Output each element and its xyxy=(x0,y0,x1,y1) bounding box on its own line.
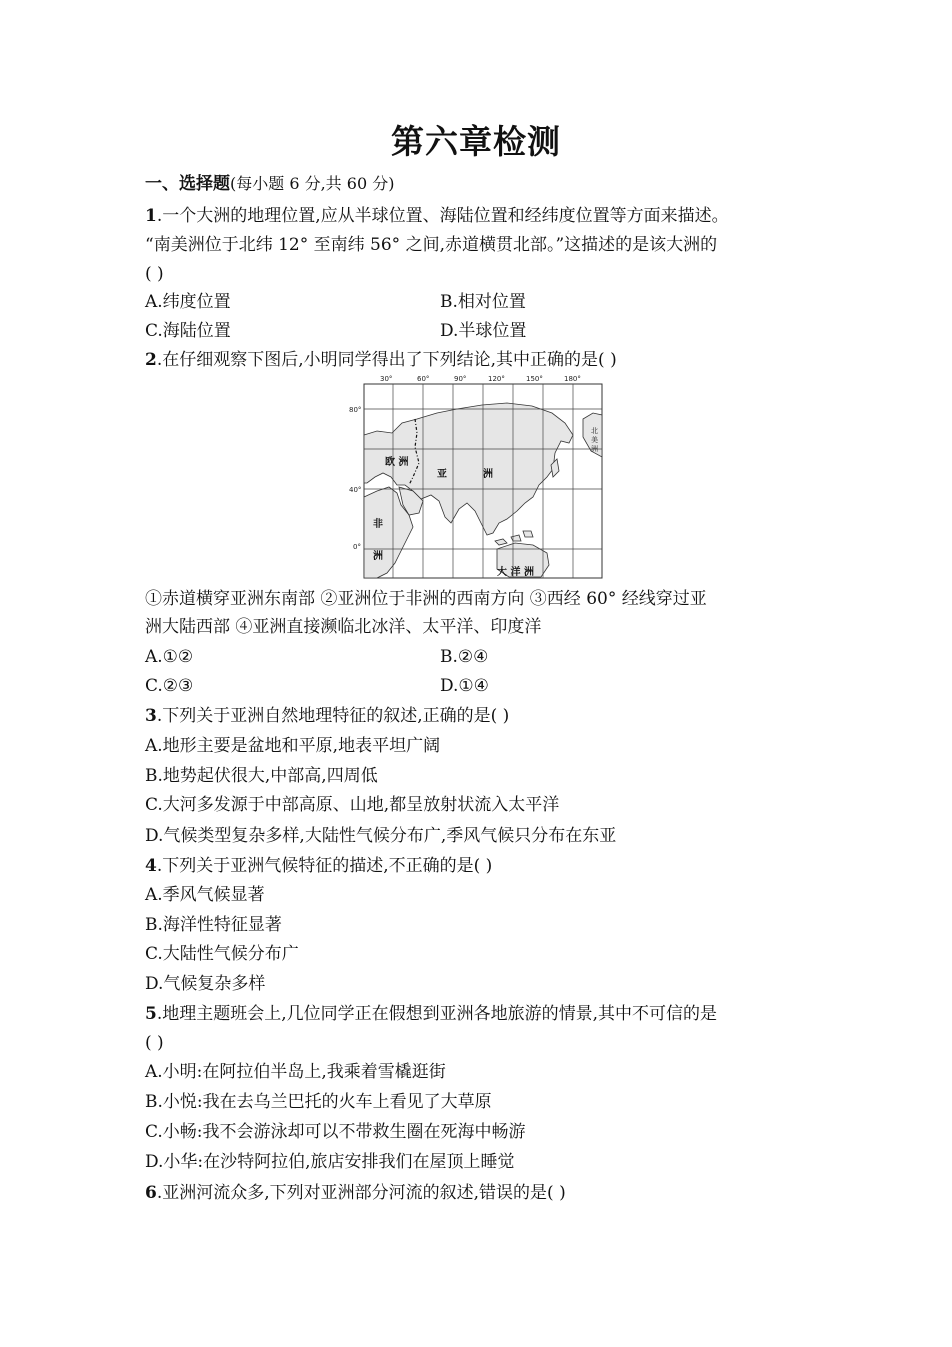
section-heading-note: (每小题 6 分,共 60 分) xyxy=(230,174,395,193)
lon-label-30: 30° xyxy=(380,375,393,383)
q4-option-c: C.大陆性气候分布广 xyxy=(145,944,299,964)
label-north-america-3: 洲 xyxy=(591,445,598,453)
q4-stem xyxy=(145,854,492,878)
q5-option-a: A.小明:在阿拉伯半岛上,我乘着雪橇逛街 xyxy=(145,1062,446,1082)
q3-stem xyxy=(145,704,509,728)
q3-stem-text: .下列关于亚洲自然地理特征的叙述,正确的是( ) xyxy=(156,706,510,726)
q1-option-c: C.海陆位置 xyxy=(145,321,231,341)
label-north-america-2: 美 xyxy=(591,436,598,444)
q2-stem-text: .在仔细观察下图后,小明同学得出了下列结论,其中正确的是( ) xyxy=(156,350,617,370)
q5-option-b: B.小悦:我在去乌兰巴托的火车上看见了大草原 xyxy=(145,1092,492,1112)
q2-number: 2 xyxy=(145,350,157,370)
q6-number: 6 xyxy=(145,1183,157,1203)
q5-number: 5 xyxy=(145,1004,157,1024)
label-north-america-1: 北 xyxy=(591,427,598,435)
label-africa-2: 洲 xyxy=(373,551,383,562)
q2-option-a: A.①② xyxy=(145,647,194,667)
lat-label-0: 0° xyxy=(353,543,361,551)
label-asia-2: 洲 xyxy=(483,469,493,480)
q1-stem-text: .一个大洲的地理位置,应从半球位置、海陆位置和经纬度位置等方面来描述。 xyxy=(156,206,729,226)
q3-option-d: D.气候类型复杂多样,大陆性气候分布广,季风气候只分布在东亚 xyxy=(145,826,617,846)
page-title: 第六章检测 xyxy=(391,122,561,161)
q5-stem xyxy=(145,1002,717,1026)
q4-option-d: D.气候复杂多样 xyxy=(145,974,266,994)
q2-option-row-1 xyxy=(145,645,489,669)
q2-statements-line2: 洲大陆西部 ④亚洲直接濒临北冰洋、太平洋、印度洋 xyxy=(145,617,542,637)
lon-label-180: 180° xyxy=(564,375,581,383)
q1-stem-line2: “南美洲位于北纬 12° 至南纬 56° 之间,赤道横贯北部。”这描述的是该大洲的 xyxy=(145,235,718,255)
q5-stem-text: .地理主题班会上,几位同学正在假想到亚洲各地旅游的情景,其中不可信的是 xyxy=(156,1004,718,1024)
lon-label-90: 90° xyxy=(454,375,467,383)
lon-label-60: 60° xyxy=(417,375,430,383)
q3-option-a: A.地形主要是盆地和平原,地表平坦广阔 xyxy=(145,736,441,756)
section-heading-label: 一、选择题 xyxy=(145,174,230,194)
q1-option-b: B.相对位置 xyxy=(440,292,526,312)
q2-statements-line1: ①赤道横穿亚洲东南部 ②亚洲位于非洲的西南方向 ③西经 60° 经线穿过亚 xyxy=(145,589,707,609)
q2-option-c: C.②③ xyxy=(145,676,194,696)
q1-option-a: A.纬度位置 xyxy=(145,292,231,312)
lat-label-40: 40° xyxy=(349,486,362,494)
label-asia-1: 亚 xyxy=(437,469,447,480)
q2-option-b: B.②④ xyxy=(440,647,489,667)
lon-label-150: 150° xyxy=(526,375,543,383)
q3-option-c: C.大河多发源于中部高原、山地,都呈放射状流入太平洋 xyxy=(145,795,560,815)
q1-option-row-1 xyxy=(145,290,526,314)
label-europe: 欧 洲 xyxy=(385,457,409,468)
lat-label-80: 80° xyxy=(349,406,362,414)
q4-option-b: B.海洋性特征显著 xyxy=(145,915,282,935)
q2-stem xyxy=(145,348,617,372)
label-oceania: 大 洋 洲 xyxy=(497,567,534,578)
q6-stem-text: .亚洲河流众多,下列对亚洲部分河流的叙述,错误的是( ) xyxy=(156,1183,566,1203)
q5-answer-blank: ( ) xyxy=(145,1033,164,1053)
section-heading xyxy=(145,172,394,196)
q2-option-d: D.①④ xyxy=(440,676,489,696)
q4-number: 4 xyxy=(145,856,157,876)
q3-option-b: B.地势起伏很大,中部高,四周低 xyxy=(145,766,378,786)
q4-option-a: A.季风气候显著 xyxy=(145,885,265,905)
q1-answer-blank: ( ) xyxy=(145,264,164,284)
q3-number: 3 xyxy=(145,706,157,726)
q5-option-c: C.小畅:我不会游泳却可以不带救生圈在死海中畅游 xyxy=(145,1122,526,1142)
q2-option-row-2 xyxy=(145,674,489,698)
q5-option-d: D.小华:在沙特阿拉伯,旅店安排我们在屋顶上睡觉 xyxy=(145,1152,515,1172)
q1-stem-line1 xyxy=(145,204,729,228)
q6-stem xyxy=(145,1181,566,1205)
q4-stem-text: .下列关于亚洲气候特征的描述,不正确的是( ) xyxy=(156,856,493,876)
lon-label-120: 120° xyxy=(488,375,505,383)
label-africa-1: 非 xyxy=(373,519,383,530)
asia-map xyxy=(347,373,605,581)
q1-option-row-2 xyxy=(145,319,527,343)
q1-number: 1 xyxy=(145,206,157,226)
q1-option-d: D.半球位置 xyxy=(440,321,527,341)
